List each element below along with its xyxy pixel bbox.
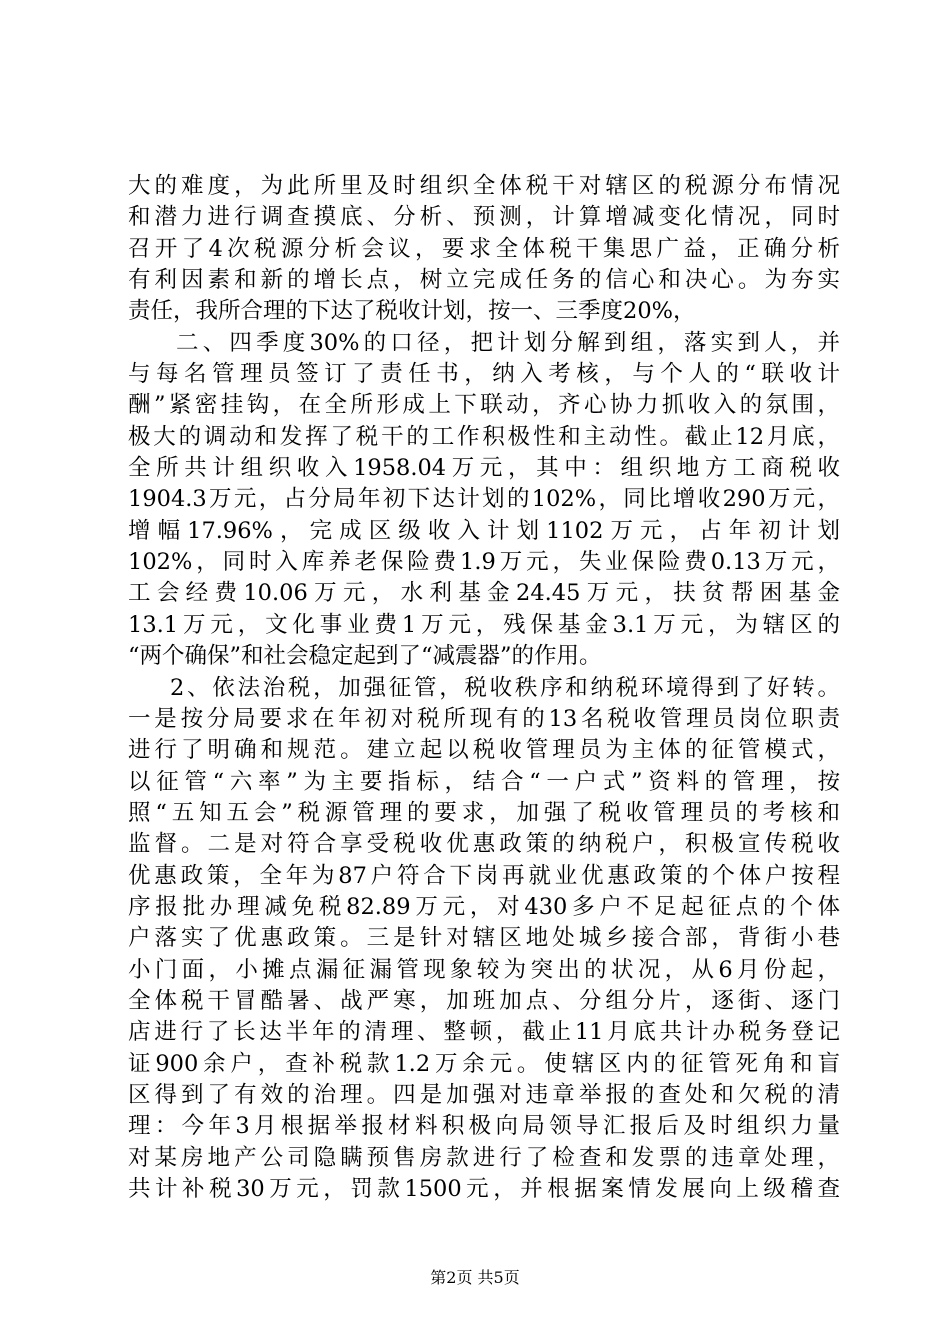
text-line: 2、依法治税，加强征管，税收秩序和纳税环境得到了好转。 bbox=[170, 674, 840, 701]
text-line: 监督。二是对符合享受税收优惠政策的纳税户，积极宣传税收 bbox=[128, 831, 840, 858]
text-line: 1904.3万元，占分局年初下达计划的102%，同比增收290万元， bbox=[128, 486, 840, 513]
text-line: 共计补税30万元，罚款1500元，并根据案情发展向上级稽查 bbox=[128, 1176, 840, 1202]
text-line: 有利因素和新的增长点，树立完成任务的信心和决心。为夯实 bbox=[128, 267, 840, 294]
text-line: 优惠政策，全年为87户符合下岗再就业优惠政策的个体户按程 bbox=[128, 862, 840, 889]
text-line: 全体税干冒酷暑、战严寒，加班加点、分组分片，逐街、逐门 bbox=[128, 987, 840, 1014]
text-line: 召开了4次税源分析会议，要求全体税干集思广益，正确分析 bbox=[128, 235, 840, 262]
text-line: 小门面，小摊点漏征漏管现象较为突出的状况，从6月份起， bbox=[128, 956, 840, 983]
text-line: 户落实了优惠政策。三是针对辖区地处城乡接合部，背街小巷 bbox=[128, 925, 840, 952]
text-line: 证900余户，查补税款1.2万余元。使辖区内的征管死角和盲 bbox=[128, 1050, 840, 1077]
text-line: 二、四季度30%的口径，把计划分解到组，落实到人，并 bbox=[176, 329, 840, 356]
text-line: 理：今年3月根据举报材料积极向局领导汇报后及时组织力量 bbox=[128, 1113, 840, 1140]
text-line: 全所共计组织收入1958.04万元，其中：组织地方工商税收 bbox=[128, 455, 840, 482]
text-line: 酬”紧密挂钩，在全所形成上下联动，齐心协力抓收入的氛围， bbox=[128, 392, 840, 419]
text-line: 序报批办理减免税82.89万元，对430多户不足起征点的个体 bbox=[128, 893, 840, 920]
text-line: 大的难度，为此所里及时组织全体税干对辖区的税源分布情况 bbox=[128, 173, 840, 199]
text-line: 工会经费10.06万元，水利基金24.45万元，扶贫帮困基金 bbox=[128, 580, 840, 607]
page-footer: 第2页 共5页 bbox=[430, 1268, 520, 1287]
text-line: 和潜力进行调查摸底、分析、预测，计算增减变化情况，同时 bbox=[128, 204, 840, 231]
text-line: 进行了明确和规范。建立起以税收管理员为主体的征管模式， bbox=[128, 737, 840, 764]
text-line: 店进行了长达半年的清理、整顿，截止11月底共计办税务登记 bbox=[128, 1019, 840, 1046]
text-line: 责任，我所合理的下达了税收计划，按一、三季度20%， bbox=[128, 298, 696, 325]
text-line: 区得到了有效的治理。四是加强对违章举报的查处和欠税的清 bbox=[128, 1081, 840, 1108]
document-body bbox=[128, 171, 840, 1205]
text-line: 对某房地产公司隐瞒预售房款进行了检查和发票的违章处理， bbox=[128, 1144, 840, 1171]
text-line: “两个确保”和社会稳定起到了“减震器”的作用。 bbox=[128, 643, 602, 670]
text-line: 13.1万元，文化事业费1万元，残保基金3.1万元，为辖区的 bbox=[128, 611, 840, 638]
text-line: 一是按分局要求在年初对税所现有的13名税收管理员岗位职责 bbox=[128, 705, 840, 732]
text-line: 极大的调动和发挥了税干的工作积极性和主动性。截止12月底， bbox=[128, 423, 840, 450]
text-line: 照“五知五会”税源管理的要求，加强了税收管理员的考核和 bbox=[128, 799, 840, 826]
text-line: 102%，同时入库养老保险费1.9万元，失业保险费0.13万元， bbox=[128, 549, 840, 576]
text-line: 与每名管理员签订了责任书，纳入考核，与个人的“联收计 bbox=[128, 361, 840, 388]
text-line: 以征管“六率”为主要指标，结合“一户式”资料的管理，按 bbox=[128, 768, 840, 795]
text-line: 增幅17.96%，完成区级收入计划1102万元，占年初计划 bbox=[128, 517, 840, 544]
